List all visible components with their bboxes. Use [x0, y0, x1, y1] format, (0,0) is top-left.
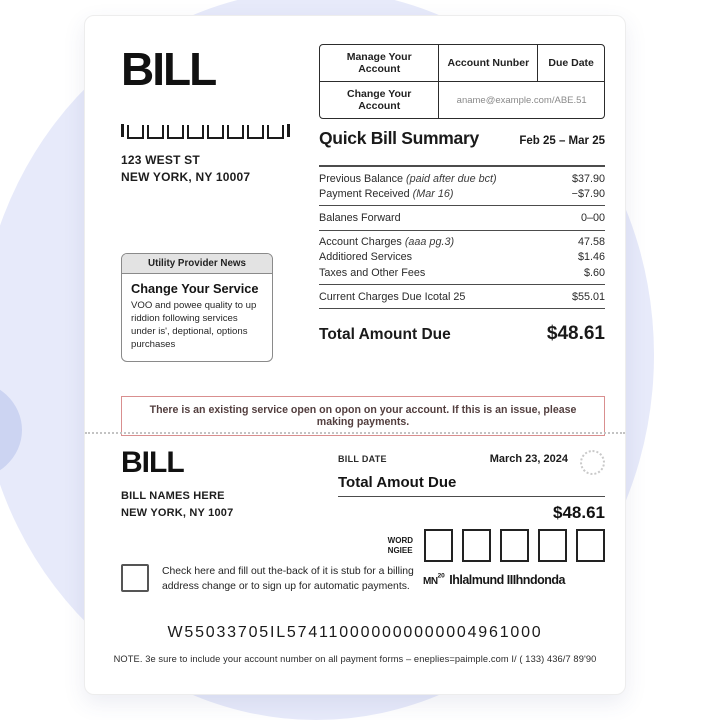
change-account-cell: Change Your Account — [320, 81, 438, 118]
summary-header — [319, 128, 605, 149]
row-value: $.60 — [583, 266, 605, 279]
footer-note: NOTE. 3e sure to include your account number on all payment forms – eneplies=paimple.com I/ ( 133) 436/7 89'90 — [113, 654, 597, 664]
row-value: −$7.90 — [571, 187, 605, 200]
bill-card — [84, 15, 626, 695]
barcode-u — [187, 125, 204, 139]
stub-total-label: Total Amout Due — [338, 474, 457, 491]
news-box-title: Change Your Service — [131, 281, 259, 296]
stub-total-rule — [338, 496, 605, 497]
account-value-cell: aname@example.com/ABE.51 — [438, 81, 604, 118]
word-label-line-1: WORD — [387, 535, 413, 545]
address-barcode-icon — [121, 124, 290, 138]
row-label: Balanes Forward — [319, 211, 401, 224]
row-value: 0–00 — [580, 211, 605, 224]
bill-date-value: March 23, 2024 — [489, 453, 568, 465]
barcode-bar — [287, 124, 290, 137]
barcode-u — [207, 125, 224, 139]
account-table — [319, 44, 605, 119]
stub-barcode-sup: 20 — [437, 572, 445, 580]
stub-bill-logo: BILL — [121, 446, 184, 479]
summary-row-balance-forward — [319, 210, 605, 225]
row-label: Current Charges Due Icotal 25 — [319, 290, 466, 303]
address-change-checkbox[interactable] — [121, 564, 149, 592]
barcode-u — [127, 125, 144, 139]
address-change-check-row — [121, 564, 431, 594]
row-value: $37.90 — [571, 172, 605, 185]
summary-row-previous-balance — [319, 171, 605, 186]
due-date-header-cell: Due Date — [537, 45, 604, 81]
summary-rule — [319, 284, 605, 285]
stub-barcode-body: Ihlalmund IIIhndonda — [449, 573, 565, 587]
word-entry-row — [85, 529, 605, 562]
summary-title: Quick Bill Summary — [319, 128, 479, 148]
summary-row-current-charges — [319, 289, 605, 304]
utility-provider-news-box — [121, 253, 273, 362]
total-due-label: Total Amount Due — [319, 326, 451, 344]
barcode-u — [247, 125, 264, 139]
summary-row-payment-received — [319, 186, 605, 201]
word-label-line-2: NGIEE — [387, 545, 413, 555]
address-line-2: NEW YORK, NY 10007 — [121, 170, 251, 185]
sender-address — [121, 152, 250, 187]
bill-date-label: BILL DATE — [338, 454, 387, 464]
row-label: Payment Received — [319, 187, 410, 200]
summary-total — [319, 323, 605, 345]
stub-barcode-prefix: MN — [423, 576, 438, 587]
payment-account-number: W55033705IL574110000000000004961000 — [167, 624, 543, 641]
row-value: 47.58 — [577, 236, 605, 249]
summary-period: Feb 25 – Mar 25 — [519, 135, 605, 147]
word-entry-box-3[interactable] — [500, 529, 529, 562]
row-label: Taxes and Other Fees — [319, 266, 426, 279]
news-box-header: Utility Provider News — [122, 254, 272, 274]
stub-recipient — [121, 488, 233, 521]
news-box-body — [122, 274, 272, 361]
word-entry-box-2[interactable] — [462, 529, 491, 562]
manage-account-cell: Manage Your Account — [346, 51, 412, 75]
summary-rule — [319, 308, 605, 309]
summary-rule — [319, 205, 605, 206]
barcode-u — [227, 125, 244, 139]
word-entry-label — [388, 536, 413, 555]
address-change-text: Check here and fill out the-back of it is stub for a billing address change or to sign up for automatic payments. — [162, 566, 414, 593]
barcode-u — [147, 125, 164, 139]
row-value: $1.46 — [577, 251, 605, 264]
total-due-value: $48.61 — [546, 323, 605, 345]
summary-rule — [319, 165, 605, 167]
word-entry-box-4[interactable] — [538, 529, 567, 562]
quick-bill-summary — [319, 128, 605, 345]
summary-rule — [319, 230, 605, 231]
row-label: Additiored Services — [319, 251, 413, 264]
barcode-bar — [121, 124, 124, 137]
bill-logo: BILL — [121, 43, 216, 95]
row-note: (paid after due bct) — [406, 172, 497, 185]
row-note: (aaa pg.3) — [404, 236, 455, 249]
stub-barcode — [423, 571, 565, 589]
news-box-text: VOO and powee quality to up riddion following services under is', deptional, options purchases — [131, 300, 257, 350]
stub-total-value: $48.61 — [553, 503, 605, 522]
barcode-u — [267, 125, 284, 139]
notice-banner: There is an existing service open on opon on your account. If this is an issue, please making payments. — [121, 396, 605, 436]
word-entry-box-1[interactable] — [424, 529, 453, 562]
address-line-1: 123 WEST ST — [121, 153, 200, 167]
summary-row-account-charges — [319, 235, 605, 250]
summary-row-additional-services — [319, 250, 605, 265]
perforation-line — [85, 432, 625, 434]
stub-date-row — [338, 453, 568, 465]
row-label: Account Charges — [319, 236, 402, 249]
stub-name-line-2: NEW YORK, NY 1007 — [121, 506, 234, 519]
row-note: (Mar 16) — [412, 187, 454, 200]
word-entry-box-5[interactable] — [576, 529, 605, 562]
account-number-header-cell: Account Nunber — [438, 45, 537, 81]
row-label: Previous Balance — [319, 172, 404, 185]
dotted-circle-icon — [580, 450, 605, 475]
stub-name-line-1: BILL NAMES HERE — [121, 490, 225, 502]
summary-row-taxes-fees — [319, 265, 605, 280]
row-value: $55.01 — [571, 290, 605, 303]
barcode-u — [167, 125, 184, 139]
account-table-row-2 — [320, 81, 604, 118]
account-table-row-1 — [320, 45, 604, 81]
